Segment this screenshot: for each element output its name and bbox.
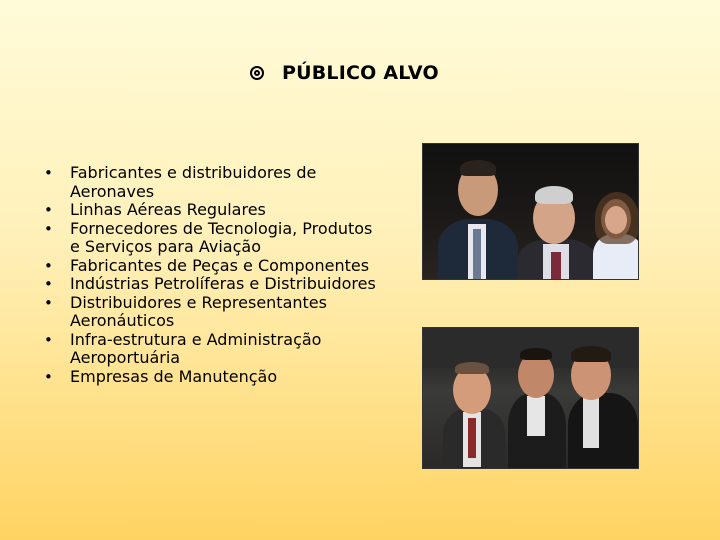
list-item: • Fornecedores de Tecnologia, Produtos e Serviços para Aviação [40,220,380,257]
list-item: • Linhas Aéreas Regulares [40,201,380,220]
bullseye-icon [250,66,264,80]
list-item: • Infra-estrutura e Administração Aeroportuária [40,331,380,368]
list-item: • Indústrias Petrolíferas e Distribuidores [40,275,380,294]
audience-list [40,164,380,386]
list-item: • Fabricantes de Peças e Componentes [40,257,380,276]
slide-title [250,62,439,84]
slide-title-text: PÚBLICO ALVO [282,62,439,84]
list-item: • Empresas de Manutenção [40,368,380,387]
event-photo-bottom [422,327,639,469]
list-item: • Distribuidores e Representantes Aeronáuticos [40,294,380,331]
event-photo-top [422,143,639,280]
list-item: • Fabricantes e distribuidores de Aeronaves [40,164,380,201]
